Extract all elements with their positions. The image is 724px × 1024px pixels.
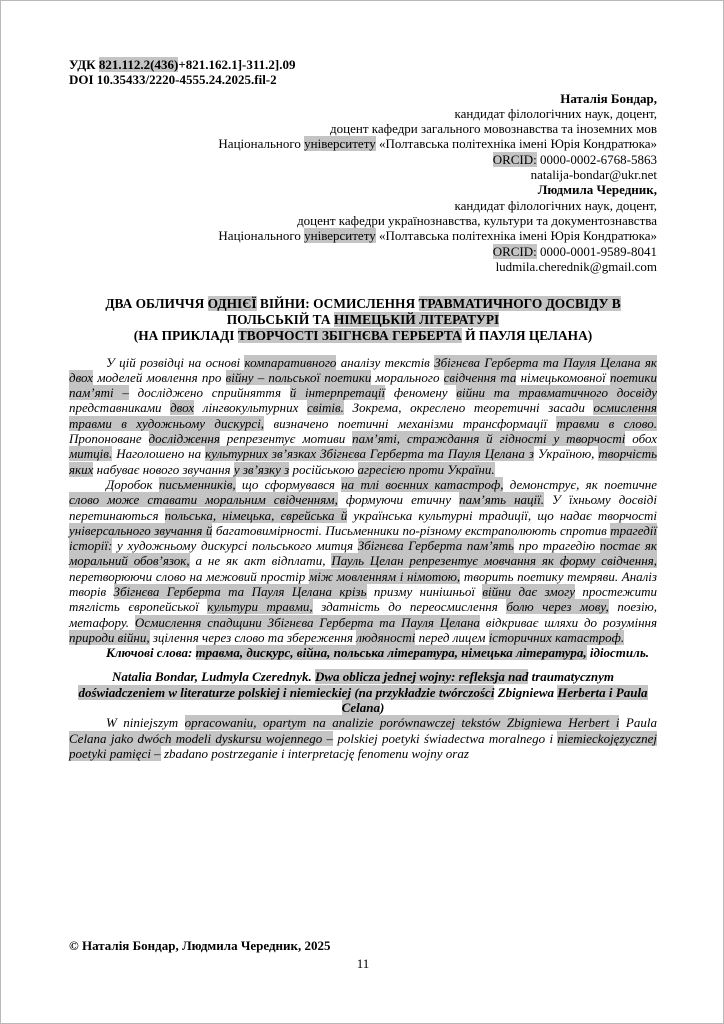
text-segment: досліджено сприйняття bbox=[128, 385, 290, 401]
highlighted-text: НІМЕЦЬКІЙ ЛІТЕРАТУРІ bbox=[333, 311, 500, 327]
abstract-paragraph-2 bbox=[69, 477, 657, 645]
text-segment: У цій розвідці на основі bbox=[106, 354, 245, 370]
text-segment: російською bbox=[289, 461, 358, 477]
text-segment: traumatycznym bbox=[528, 669, 614, 685]
highlighted-text: opracowaniu, opartym na analizie porównawczej tekstów Zbigniewa Herbert i bbox=[184, 715, 620, 731]
highlighted-text: ORCID: bbox=[492, 151, 537, 167]
author-1-affiliation bbox=[69, 136, 657, 151]
text-segment: Національного bbox=[218, 136, 305, 152]
page-footer bbox=[69, 938, 657, 971]
keywords-line bbox=[69, 645, 657, 660]
highlighted-text: людяності bbox=[356, 629, 416, 645]
text-segment: що сформувався bbox=[235, 476, 342, 492]
highlighted-text: польська, німецька, єврейська й bbox=[164, 507, 348, 523]
text-segment: Paula bbox=[619, 715, 657, 731]
author-2-email bbox=[69, 259, 657, 274]
text-segment: про трагедію bbox=[513, 538, 600, 554]
text-segment: Доробок bbox=[106, 476, 159, 492]
page-number: 11 bbox=[356, 955, 370, 971]
text-segment: морального bbox=[371, 369, 444, 385]
text-segment: Й ПАУЛЯ ЦЕЛАНА) bbox=[461, 327, 593, 343]
text-segment: зцілення через слово та збереження bbox=[149, 629, 357, 645]
highlighted-text: університету bbox=[304, 228, 376, 244]
text-segment: набуває нового звучання bbox=[93, 461, 234, 477]
highlighted-text: травма, дискурс, війна, польська література, німецька література, bbox=[195, 645, 587, 661]
author-2-name: Людмила Чередник, bbox=[537, 182, 657, 198]
highlighted-text: слово може ставати моральним свідченням, bbox=[69, 492, 338, 508]
text-segment: перетворюючи слово на межовий простір bbox=[69, 568, 309, 584]
text-segment: Зокрема, окреслено теоретичні засади bbox=[343, 400, 594, 416]
highlighted-text: Dwa oblicza jednej wojny: refleksja nad bbox=[314, 669, 529, 685]
text-segment: призму нинішньої bbox=[366, 584, 483, 599]
highlighted-text: Осмислення спадщини Збігнєва Герберта та Пауля Целана bbox=[134, 614, 480, 630]
text-segment: polskiej poetyki świadectwa moralnego i bbox=[333, 730, 558, 746]
text-segment: демонструє, як поетичне bbox=[503, 476, 657, 492]
text-segment: перед лицем bbox=[415, 629, 489, 645]
author-2-affiliation bbox=[69, 228, 657, 243]
text-segment: феномену bbox=[385, 385, 457, 401]
highlighted-text: ТВОРЧОСТІ ЗБІГНЄВА ГЕРБЕРТА bbox=[237, 327, 462, 343]
text-segment: репрезентує мотиви bbox=[219, 431, 353, 447]
article-title bbox=[69, 296, 657, 328]
highlighted-text: творчість яких bbox=[69, 446, 657, 477]
text-segment: Наголошено на bbox=[112, 446, 206, 462]
text-segment: 0000-0002-6768-5863 bbox=[536, 151, 657, 167]
text-segment: у художньому дискурсі польського митця bbox=[112, 538, 358, 554]
text-segment: українська культурні традиції, що надає творчості bbox=[347, 507, 657, 523]
text-segment: визначено поетичні механізми трансформації bbox=[264, 415, 557, 431]
highlighted-text: 821.112.2(436) bbox=[98, 57, 179, 72]
highlighted-text: культури травми, bbox=[207, 599, 313, 615]
highlighted-text: у зв’язку з bbox=[233, 461, 290, 477]
text-segment: (НА ПРИКЛАДІ bbox=[133, 327, 238, 343]
highlighted-text: митців. bbox=[69, 446, 113, 462]
text-segment: +821.162.1]-311.2].09 bbox=[178, 57, 296, 72]
text-segment: німецькомовної bbox=[516, 369, 610, 385]
text-segment: Національного bbox=[218, 228, 305, 244]
highlighted-text: постає як моральний обов’язок, bbox=[69, 538, 658, 569]
text-segment: а не як акт відплати, bbox=[189, 553, 332, 569]
highlighted-text: світів. bbox=[306, 400, 344, 416]
author-1-name: Наталія Бондар, bbox=[560, 90, 657, 106]
highlighted-text: трагедії історії: bbox=[69, 522, 657, 554]
highlighted-text: ТРАВМАТИЧНОГО ДОСВІДУ В bbox=[418, 296, 621, 312]
article-subtitle bbox=[69, 328, 657, 344]
text-segment: аналізу текстів bbox=[336, 354, 435, 370]
highlighted-text: doświadczeniem w literaturze polskiej i niemieckiej (na przykładzie twórczości bbox=[78, 684, 495, 700]
text-segment: представниками bbox=[69, 400, 171, 416]
text-segment: простежити тяглість європейської bbox=[69, 584, 657, 615]
highlighted-text: письменників, bbox=[158, 476, 236, 492]
text-segment: доцент кафедри загального мовознавства та іноземних мов bbox=[330, 121, 657, 137]
text-segment: «Полтавська політехніка імені Юрія Кондратюка» bbox=[375, 228, 657, 244]
highlighted-text: на тлі воєнних катастроф, bbox=[341, 476, 504, 492]
text-segment: Україною, bbox=[533, 446, 599, 462]
text-segment: УДК bbox=[69, 57, 99, 72]
highlighted-text: агресією проти України. bbox=[357, 461, 495, 477]
abstract-ukrainian bbox=[69, 355, 657, 661]
author-2-orcid bbox=[69, 244, 657, 259]
highlighted-text: культурних зв’язках Збігнєва Герберта та Пауля Целана з bbox=[205, 446, 534, 462]
highlighted-text: між мовленням і німотою, bbox=[308, 568, 461, 584]
highlighted-text: niemieckojęzycznej poetyki pamięci – bbox=[69, 730, 657, 761]
text-segment: ПОЛЬСЬКІЙ ТА bbox=[226, 311, 334, 327]
text-segment: ludmila.cherednik@gmail.com bbox=[495, 258, 657, 274]
highlighted-text: Celana jako dwóch modeli dyskursu wojennego – bbox=[69, 730, 334, 746]
text-segment: ) bbox=[379, 700, 385, 716]
highlighted-text: університету bbox=[304, 136, 376, 152]
abstract-paragraph-1 bbox=[69, 355, 657, 477]
text-segment: zbadano postrzeganie i interpretację fenomenu wojny oraz bbox=[160, 745, 469, 761]
polish-paragraph bbox=[69, 715, 657, 761]
highlighted-text: Пауль Целан репрезентує мовчання як форму свідчення, bbox=[331, 553, 657, 569]
highlighted-text: компаративного bbox=[244, 354, 337, 370]
text-segment: ВІЙНИ: ОСМИСЛЕННЯ bbox=[256, 296, 419, 312]
text-segment: здатність до переосмислення bbox=[312, 599, 507, 615]
highlighted-text: Збігнєва Герберта та Пауля Целана крізь bbox=[113, 584, 367, 599]
text-segment: У їхньому досвіді перетинаються bbox=[69, 492, 657, 523]
highlighted-text: дослідження bbox=[148, 431, 220, 447]
highlighted-text: двох bbox=[170, 400, 195, 416]
text-segment: 0000-0001-9589-8041 bbox=[536, 243, 657, 259]
highlighted-text: поетики пам’яті – bbox=[69, 369, 658, 401]
author-1-position bbox=[69, 121, 657, 136]
text-segment: Natalia Bondar, Ludmyla Czerednyk. bbox=[112, 669, 315, 685]
authors-block bbox=[69, 91, 657, 275]
text-segment: доцент кафедри українознавства, культури та документознавства bbox=[297, 212, 657, 228]
text-segment: кандидат філологічних наук, доцент, bbox=[454, 105, 657, 121]
text-segment: Zbigniewa bbox=[494, 684, 558, 700]
highlighted-text: універсального звучання й bbox=[69, 522, 213, 538]
text-segment: творить поетику темряви. Аналіз творів bbox=[69, 568, 657, 599]
text-segment: поезію, метафору. bbox=[69, 599, 658, 630]
polish-title bbox=[69, 669, 657, 715]
highlighted-text: пам’ять нації. bbox=[459, 492, 544, 508]
highlighted-text: війни дає змогу bbox=[482, 584, 575, 599]
text-segment: W niniejszym bbox=[106, 715, 185, 731]
highlighted-text: болю через мову, bbox=[506, 599, 609, 615]
text-segment: формуючи етичну bbox=[337, 492, 460, 508]
text-segment: лінгвокультурних bbox=[194, 400, 307, 416]
highlighted-text: війну – польської поетики bbox=[225, 369, 372, 385]
text-segment: кандидат філологічних наук, доцент, bbox=[454, 197, 657, 213]
doi-code: DOI 10.35433/2220-4555.24.2025.fil-2 bbox=[69, 72, 277, 88]
udc-code bbox=[69, 57, 657, 72]
highlighted-text: осмислення травми в художньому дискурсі, bbox=[69, 400, 657, 431]
text-segment: відкриває шляхи до розуміння bbox=[479, 614, 658, 630]
highlighted-text: Herberta i Paula Celana bbox=[341, 684, 648, 716]
text-segment: багатовимірності. Письменники по-різному екстраполюють спротив bbox=[212, 522, 611, 538]
author-1-orcid bbox=[69, 152, 657, 167]
highlighted-text: пам’яті, страждання й гідності у творчості bbox=[352, 431, 626, 447]
text-segment: обох bbox=[625, 431, 657, 447]
highlighted-text: травми в слово. bbox=[556, 415, 657, 431]
text-segment: ДВА ОБЛИЧЧЯ bbox=[105, 296, 208, 312]
text-segment: Ключові слова: bbox=[106, 645, 196, 661]
highlighted-text: природи війни, bbox=[69, 629, 150, 645]
copyright-line: © Наталія Бондар, Людмила Чередник, 2025 bbox=[69, 938, 331, 954]
author-1-degree bbox=[69, 106, 657, 121]
highlighted-text: й інтерпретації bbox=[289, 385, 386, 401]
highlighted-text: ОДНІЄЇ bbox=[207, 296, 257, 312]
text-segment: моделей мовлення про bbox=[93, 369, 226, 385]
author-1-email bbox=[69, 167, 657, 182]
highlighted-text: Збігнєва Герберта та Пауля Целана як двох bbox=[69, 354, 657, 385]
author-2-position bbox=[69, 213, 657, 228]
text-segment: natalija-bondar@ukr.net bbox=[530, 167, 657, 183]
highlighted-text: війни та травматичного досвіду bbox=[456, 385, 658, 401]
highlighted-text: Збігнєва Герберта пам’ять bbox=[357, 538, 514, 554]
author-2-degree bbox=[69, 198, 657, 213]
highlighted-text: ORCID: bbox=[492, 243, 537, 259]
text-segment: «Полтавська політехніка імені Юрія Кондратюка» bbox=[375, 136, 657, 152]
abstract-polish bbox=[69, 660, 657, 761]
highlighted-text: історичних катастроф. bbox=[488, 629, 625, 645]
text-segment: ідіостиль. bbox=[586, 645, 650, 661]
text-segment: Пропоноване bbox=[69, 431, 149, 447]
highlighted-text: свідчення та bbox=[443, 369, 517, 385]
article-header bbox=[69, 57, 657, 88]
